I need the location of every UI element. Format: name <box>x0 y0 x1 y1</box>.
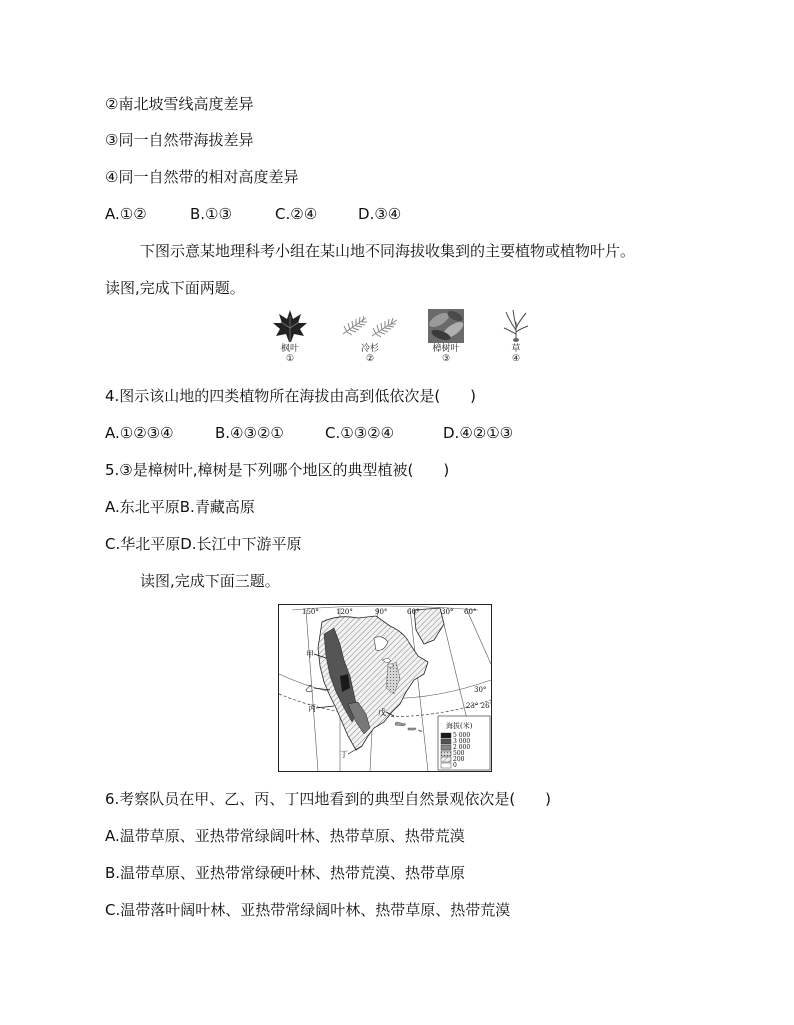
plant-number: ① <box>285 354 295 364</box>
map-svg <box>278 604 492 772</box>
question-5-options-row1: A.东北平原B.青藏高原 <box>105 498 255 516</box>
plant-grass <box>496 308 536 364</box>
plant-number: ② <box>365 354 375 364</box>
option-item-4: ④同一自然带的相对高度差异 <box>105 168 299 186</box>
lon-label: 60° <box>407 608 420 616</box>
lat-label: 30° <box>474 686 487 694</box>
choice-a: A.①② <box>105 205 147 223</box>
choice-d: D.③④ <box>358 205 402 223</box>
choice-c: C.②④ <box>275 205 318 223</box>
fir-branch-icon <box>340 308 400 344</box>
intro-map: 读图,完成下面三题。 <box>140 572 280 590</box>
plant-name: 冷杉 <box>360 344 379 354</box>
plant-name: 草 <box>511 344 521 354</box>
plant-name: 樟树叶 <box>432 344 460 354</box>
question-4: 4.图示该山地的四类植物所在海拔由高到低依次是( ) <box>105 387 477 405</box>
choice-b: B.①③ <box>190 205 232 223</box>
lon-label: 120° <box>336 608 353 616</box>
prev-question-options <box>105 204 401 224</box>
choice-c: C.①③②④ <box>325 424 395 442</box>
place-yi: 乙 <box>305 684 313 693</box>
question-6-option-c: C.温带落叶阔叶林、亚热带常绿阔叶林、热带草原、热带荒漠 <box>105 901 511 919</box>
choice-d: D.④②①③ <box>443 424 514 442</box>
intro-plants-line2: 读图,完成下面两题。 <box>105 279 245 297</box>
plant-maple <box>270 308 310 364</box>
place-bing: 丙 <box>308 704 316 713</box>
question-6-option-b: B.温带草原、亚热带常绿硬叶林、热带荒漠、热带草原 <box>105 864 466 882</box>
intro-plants-line1: 下图示意某地理科考小组在某山地不同海拔收集到的主要植物或植物叶片。 <box>140 242 636 260</box>
question-4-options <box>105 423 513 443</box>
plant-number: ③ <box>441 354 451 364</box>
plant-camphor <box>426 308 466 364</box>
choice-b: B.④③②① <box>215 424 284 442</box>
legend-value: 0 <box>453 762 457 769</box>
legend-value: 5 000 <box>453 732 471 739</box>
lon-label: 90° <box>375 608 388 616</box>
place-wu: 戊 <box>378 708 386 717</box>
legend-value: 2 000 <box>453 744 471 751</box>
lon-label: 150° <box>302 608 319 616</box>
maple-leaf-icon <box>270 308 310 344</box>
place-jia: 甲 <box>306 650 314 659</box>
grass-icon <box>496 308 536 344</box>
question-5: 5.③是樟树叶,樟树是下列哪个地区的典型植被( ) <box>105 461 450 479</box>
plant-name: 枫叶 <box>280 344 299 354</box>
question-6: 6.考察队员在甲、乙、丙、丁四地看到的典型自然景观依次是( ) <box>105 790 552 808</box>
plant-figure <box>268 308 538 372</box>
lon-label: 30° <box>441 608 454 616</box>
lon-label: 60° <box>464 608 477 616</box>
question-6-option-a: A.温带草原、亚热带常绿阔叶林、热带草原、热带荒漠 <box>105 827 465 845</box>
plant-number: ④ <box>511 354 521 364</box>
legend-value: 200 <box>453 756 465 763</box>
lat-label: 23° 26′ <box>466 702 492 710</box>
place-ding: 丁 <box>340 750 348 759</box>
camphor-leaf-icon <box>427 308 465 344</box>
north-america-map <box>278 604 492 772</box>
choice-a: A.①②③④ <box>105 424 174 442</box>
question-5-options-row2: C.华北平原D.长江中下游平原 <box>105 535 302 553</box>
legend-value: 3 000 <box>453 738 471 745</box>
legend-value: 500 <box>453 750 465 757</box>
option-item-3: ③同一自然带海拔差异 <box>105 131 254 149</box>
plant-fir <box>340 308 400 364</box>
option-item-2: ②南北坡雪线高度差异 <box>105 95 254 113</box>
legend-title: 海拔(米) <box>446 722 473 730</box>
